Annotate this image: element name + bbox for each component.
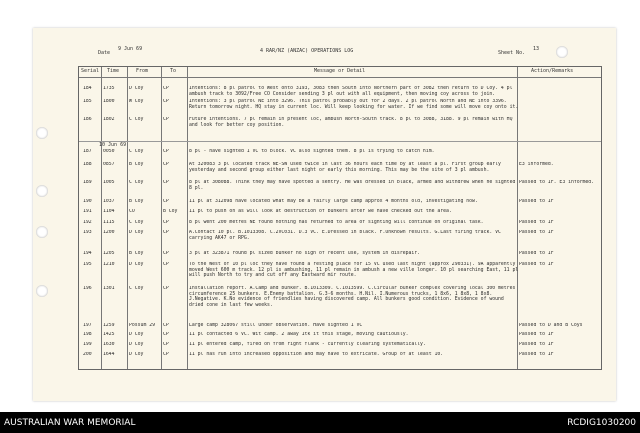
cell-msg: Large camp 328067 still under observation. Have sighted 1 VC bbox=[189, 323, 363, 328]
cell-serial: 184 bbox=[83, 86, 92, 91]
cell-time: 1005 bbox=[103, 180, 115, 185]
cell-to: CP bbox=[163, 149, 169, 154]
cell-to: CP bbox=[163, 286, 169, 291]
cell-serial: 188 bbox=[83, 162, 92, 167]
cell-to: CP bbox=[163, 251, 169, 256]
cell-msg: 11 pl at 312098 have located what may be a fairly large camp approx 4 months old, investigating now. bbox=[189, 199, 478, 204]
cell-to: CP bbox=[163, 162, 169, 167]
footer-id: RCDIG1030200 bbox=[567, 418, 636, 428]
cell-msg: A.Contact 10 pl. B.1013308. C.2VC031. D.3 VC. E.Dressed in black. F.Unknown results. G.Last firing track. VC carrying AK47 or RPG. bbox=[189, 230, 501, 241]
column-header-to: To bbox=[170, 68, 177, 74]
cell-to: CP bbox=[163, 332, 169, 337]
cell-serial: 190 bbox=[83, 199, 92, 204]
cell-msg: To the West of 10 pl loc they have found a resting place for 15 VC used last night (approx 290331). 9A apparently moved West 600 m track. 12 pl is ambushing, 11 pl remain in ambush a new ville longer. 10 pl searching East, 11 pl will push North to try and cut off any Eastward mir route. bbox=[189, 262, 519, 279]
cell-act: Passed to IF bbox=[519, 352, 554, 357]
cell-msg: 8 pl at 308088. Think they may have spotted a sentry. He was dressed in black, armed and withdrew when he sighted 8 pl. bbox=[189, 180, 516, 191]
cell-act: Passed to IF bbox=[519, 251, 554, 256]
cell-msg: Intentions: 3 pl patrol NE into 3296. This patrol probably out for 2 days. 2 pl patrol North and NE into 3396. Return tomorrow night. HQ stay in current loc. Will keep looking for water. If we find some will move coy onto it. bbox=[189, 99, 519, 110]
cell-serial: 200 bbox=[83, 352, 92, 357]
cell-act: Passed to D and B Coys bbox=[519, 323, 583, 328]
cell-from: D Coy bbox=[129, 230, 144, 235]
cell-msg: Intentions: 8 pl patrol to West onto 3193, 3083 then South into Northern part of 3082 then return to D Coy. 4 pl ambush track to 3092/Free CO Consider sending 3 pl out with all equipment, then moving coy across to join. bbox=[189, 86, 513, 97]
punch-hole bbox=[556, 46, 568, 58]
cell-msg: Installation report. A.Camp and bunker. B.1013309. C.1013599. C.Circular bunker complex covering local 300 metres circumference 25 bunkers. E.Enemy battalion. G.3-6 months. H.Nil. I.Numerous trucks, 1 8x6, 1 8x8, 1 8x8. J.Negative. K.No evidence of friendlies having discovered camp. All bunkers good condition. Evidence of wound dried cone in last few weeks. bbox=[189, 286, 516, 308]
cell-msg: 11 pl has run into increased opposition and may have to extricate. Group of at least 10. bbox=[189, 352, 444, 357]
cell-time: 1301 bbox=[103, 286, 115, 291]
cell-time: 1630 bbox=[103, 342, 115, 347]
cell-msg: At 320083 3 pl located track NE-SW used twice in last 36 hours each time by at least a pl. First group early yesterday and second group either last night or early this morning. This may be the site of 3 pl ambush. bbox=[189, 162, 501, 173]
cell-serial: 191 bbox=[83, 209, 92, 214]
sheet-label: Sheet No. bbox=[498, 50, 526, 56]
sheet-value: 13 bbox=[533, 46, 540, 52]
cell-to: CP bbox=[163, 262, 169, 267]
cell-serial: 194 bbox=[83, 251, 92, 256]
cell-time: 1802 bbox=[103, 117, 115, 122]
cell-from: C Coy bbox=[129, 220, 144, 225]
cell-time: 1037 bbox=[103, 199, 115, 204]
cell-from: D Coy bbox=[129, 262, 144, 267]
cell-msg: 8 pl - have sighted 1 VC to block. VC also sighted them. 8 pl is trying to catch him. bbox=[189, 149, 435, 154]
cell-time: 1205 bbox=[103, 251, 115, 256]
cell-act: Passed to IF bbox=[519, 332, 554, 337]
column-header-action: Action/Remarks bbox=[531, 68, 574, 74]
cell-from: C Coy bbox=[129, 180, 144, 185]
cell-msg: 11 pl to push on as will look at destruction of bunkers after we have checked out the area. bbox=[189, 209, 452, 214]
cell-time: 1104 bbox=[103, 209, 115, 214]
column-header-serial: Serial bbox=[81, 68, 100, 74]
cell-serial: 198 bbox=[83, 332, 92, 337]
cell-act: Passed to IF bbox=[519, 342, 554, 347]
cell-to: CP bbox=[163, 220, 169, 225]
cell-msg: 8 pl went 200 metres NE found nothing has returned to area of sighting will continue on original task. bbox=[189, 220, 484, 225]
cell-to: B Coy bbox=[163, 209, 178, 214]
cell-from: W Coy bbox=[129, 99, 144, 104]
cell-from: CO bbox=[129, 209, 135, 214]
cell-msg: 11 pl entered camp, fired on from right flank - currently clearing systematically. bbox=[189, 342, 426, 347]
cell-from: B Coy bbox=[129, 251, 144, 256]
cell-from: D Coy bbox=[129, 342, 144, 347]
cell-serial: 196 bbox=[83, 286, 92, 291]
cell-from: D Coy bbox=[129, 352, 144, 357]
cell-from: C Coy bbox=[129, 286, 144, 291]
cell-time: 1210 bbox=[103, 262, 115, 267]
cell-to: CP bbox=[163, 180, 169, 185]
cell-from: C Coy bbox=[129, 117, 144, 122]
cell-to: CP bbox=[163, 199, 169, 204]
cell-msg: 3 pl at 323871 round pl sized bunker no sign of recent use, system in disrepair. bbox=[189, 251, 421, 256]
cell-msg: Future intentions. 7 pl remain in present loc, ambush North-South track. 8 pl to 3088, 3188. 9 pl remain with HQ and look for better coy position. bbox=[189, 117, 513, 128]
operations-log-table bbox=[78, 66, 602, 370]
cell-to: CP bbox=[163, 99, 169, 104]
cell-time: 1200 bbox=[103, 230, 115, 235]
cell-time: 1644 bbox=[103, 352, 115, 357]
cell-act: Passed to IF bbox=[519, 199, 554, 204]
cell-serial: 192 bbox=[83, 220, 92, 225]
date-value: 9 Jun 69 bbox=[118, 46, 143, 52]
cell-time: 0857 bbox=[103, 162, 115, 167]
cell-from: C Coy bbox=[129, 149, 144, 154]
cell-to: CP bbox=[163, 342, 169, 347]
cell-from: D Coy bbox=[129, 332, 144, 337]
cell-to: CP bbox=[163, 352, 169, 357]
cell-from: Possum 29 bbox=[129, 323, 155, 328]
punch-hole bbox=[36, 127, 48, 139]
log-title: 4 RAR/NZ (ANZAC) OPERATIONS LOG bbox=[260, 48, 354, 54]
cell-from: D Coy bbox=[129, 86, 144, 91]
punch-hole bbox=[36, 285, 48, 297]
cell-to: CP bbox=[163, 117, 169, 122]
cell-serial: 193 bbox=[83, 230, 92, 235]
cell-time: 1735 bbox=[103, 86, 115, 91]
footer-source: AUSTRALIAN WAR MEMORIAL bbox=[4, 418, 136, 428]
cell-act: Passed to IF bbox=[519, 220, 554, 225]
cell-serial: 195 bbox=[83, 262, 92, 267]
punch-hole bbox=[36, 226, 48, 238]
cell-to: CP bbox=[163, 86, 169, 91]
cell-time: 1800 bbox=[103, 99, 115, 104]
date-label: Date bbox=[98, 50, 111, 56]
cell-time: 0050 bbox=[103, 149, 115, 154]
cell-serial: 185 bbox=[83, 99, 92, 104]
cell-serial: 197 bbox=[83, 323, 92, 328]
cell-serial: 186 bbox=[83, 117, 92, 122]
cell-serial: 187 bbox=[83, 149, 92, 154]
cell-act: Passed to IF bbox=[519, 262, 554, 267]
cell-to: CP bbox=[163, 230, 169, 235]
cell-time: 1425 bbox=[103, 332, 115, 337]
cell-from: B Coy bbox=[129, 162, 144, 167]
column-header-from: From bbox=[136, 68, 149, 74]
cell-act: Passed to IF bbox=[519, 230, 554, 235]
cell-serial: 199 bbox=[83, 342, 92, 347]
punch-hole bbox=[36, 185, 48, 197]
cell-act: E3 informed. bbox=[519, 162, 554, 167]
cell-time: 1115 bbox=[103, 220, 115, 225]
date-divider: 10 Jun 69 bbox=[99, 142, 127, 148]
cell-to: CP bbox=[163, 323, 169, 328]
cell-serial: 189 bbox=[83, 180, 92, 185]
column-header-time: Time bbox=[107, 68, 120, 74]
cell-from: B Coy bbox=[129, 199, 144, 204]
cell-time: 1259 bbox=[103, 323, 115, 328]
cell-act: Passed to IF. E3 informed. bbox=[519, 180, 595, 185]
cell-msg: 11 pl contacted 6 VC. Wit camp. 2 away 1tk it this stage, moving cautiously. bbox=[189, 332, 409, 337]
column-header-message: Message or Detail bbox=[314, 68, 366, 74]
